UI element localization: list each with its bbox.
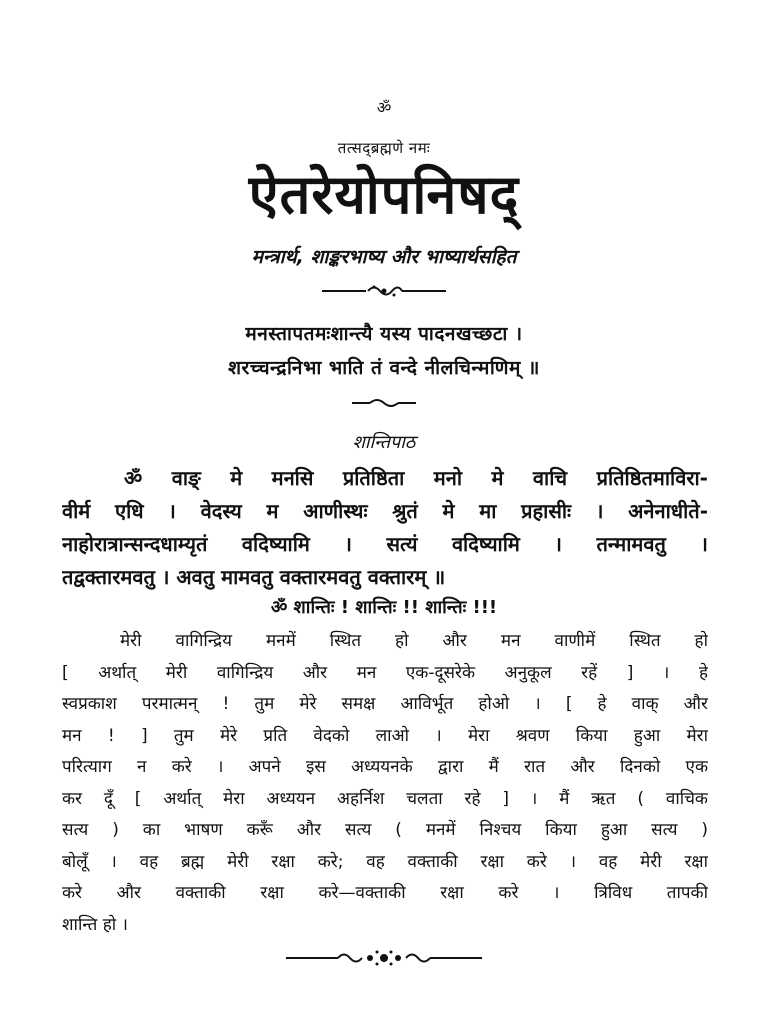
page-title: ऐतरेयोपनिषद् [248, 163, 520, 226]
translation-line: मेरी वागिन्द्रिय मनमें स्थित हो और मन वाणीमें स्थित हो [120, 631, 708, 651]
ornament-divider-bottom [0, 949, 768, 967]
mantra-block [62, 495, 708, 594]
translation-paragraph [62, 626, 708, 941]
translation-line: बोलूँ । वह ब्रह्म मेरी रक्षा करे; वह वक्ताकी रक्षा करे । वह मेरी रक्षा [62, 851, 708, 872]
ornament-divider-top [0, 284, 768, 298]
translation-line: [ अर्थात् मेरी वागिन्द्रिय और मन एक-दूसरेके अनुकूल रहें ] । हे [62, 662, 708, 683]
mantra-line: तद्वक्तारमवतु । अवतु मामवतु वक्तारमवतु वक्तारम् ॥ [62, 565, 446, 589]
shanti-line: ॐ शान्तिः ! शान्तिः !! शान्तिः !!! [270, 597, 498, 618]
invocation-verse-line: शरच्चन्द्रनिभा भाति तं वन्दे नीलचिन्मणिम् ॥ [228, 357, 540, 379]
ornament-divider-middle [0, 397, 768, 409]
salutation-line: तत्सद्ब्रह्मणे नमः [337, 139, 431, 157]
translation-line: करे और वक्ताकी रक्षा करे—वक्ताकी रक्षा करे । त्रिविध तापकी [62, 883, 708, 903]
mantra-line: ॐ वाङ् मे मनसि प्रतिष्ठिता मनो मे वाचि प्रतिष्ठितमाविरा- [124, 466, 708, 490]
om-symbol: ॐ [376, 98, 392, 117]
mantra-line: नाहोरात्रान्सन्दधाम्यृतं वदिष्यामि । सत्यं वदिष्यामि । तन्मामवतु । [62, 532, 708, 556]
translation-line: स्वप्रकाश परमात्मन् ! तुम मेरे समक्ष आविर्भूत होओ । [ हे वाक् और [62, 694, 708, 714]
mantra-first-line [124, 462, 708, 495]
page-subtitle: मन्त्रार्थ, शाङ्करभाष्य और भाष्यार्थसहित [251, 246, 517, 268]
section-heading: शान्तिपाठ [352, 432, 416, 453]
translation-line: सत्य ) का भाषण करूँ और सत्य ( मनमें निश्चय किया हुआ सत्य ) [62, 820, 708, 840]
translation-line: शान्ति हो । [62, 914, 128, 935]
invocation-verse-line: मनस्तापतमःशान्त्यै यस्य पादनखच्छटा । [245, 323, 523, 345]
mantra-line: वीर्म एधि । वेदस्य म आणीस्थः श्रुतं मे मा प्रहासीः । अनेनाधीते- [62, 499, 708, 523]
translation-line: कर दूँ [ अर्थात् मेरा अध्ययन अहर्निश चलता रहे ] । मैं ऋत ( वाचिक [62, 788, 708, 809]
translation-line: मन ! ] तुम मेरे प्रति वेदको लाओ । मेरा श्रवण किया हुआ मेरा [62, 725, 708, 746]
translation-line: परित्याग न करे । अपने इस अध्ययनके द्वारा मैं रात और दिनको एक [62, 757, 708, 777]
